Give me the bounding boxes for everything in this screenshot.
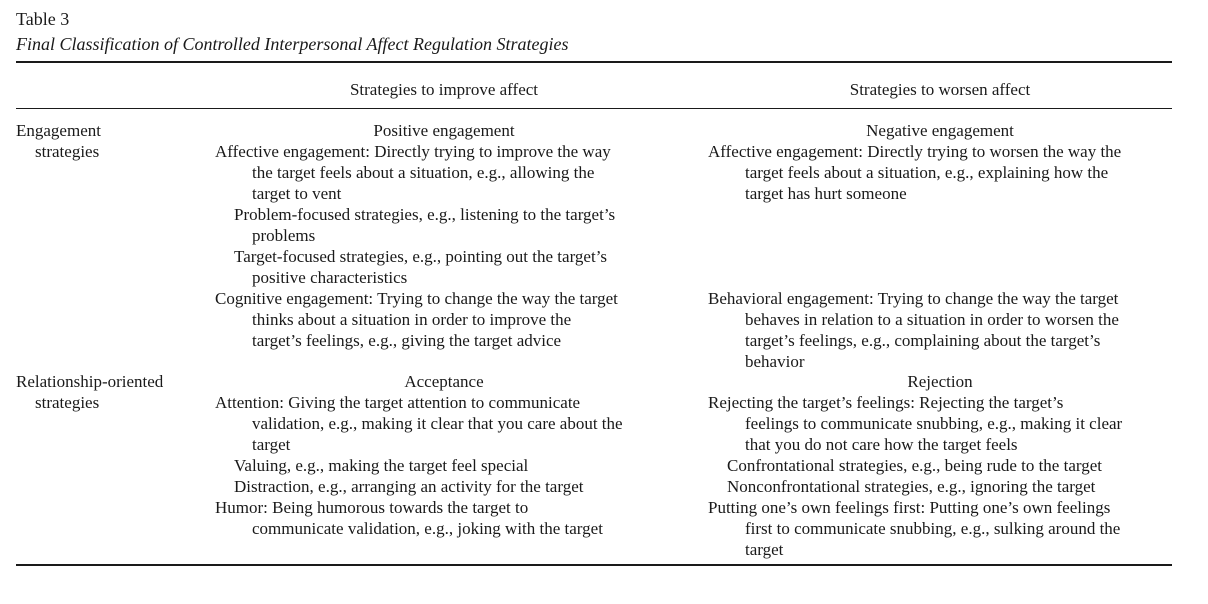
cell-line: Target-focused strategies, e.g., pointing out the target’s [234,247,608,266]
heading-acceptance: Acceptance [404,372,484,391]
row-label-relationship-cont: strategies [35,393,100,412]
cell-line: Rejecting the target’s feelings: Rejecting the target’s [708,393,1064,412]
cell-line: Valuing, e.g., making the target feel special [234,456,529,475]
header-rule [16,108,1172,109]
cell-line: Affective engagement: Directly trying to worsen the way the [708,142,1122,161]
cell-line: thinks about a situation in order to improve the [252,310,572,329]
header-improve: Strategies to improve affect [349,80,539,99]
cell-line: target’s feelings, e.g., complaining about the target’s [745,331,1101,350]
cell-line: target [745,540,784,559]
table-title: Final Classification of Controlled Interpersonal Affect Regulation Strategies [16,34,569,54]
cell-line: target feels about a situation, e.g., explaining how the [745,163,1109,182]
cell-line: Humor: Being humorous towards the target to [215,498,529,517]
cell-line: Distraction, e.g., arranging an activity for the target [234,477,584,496]
row-label-engagement: Engagement [16,121,101,140]
cell-line: the target feels about a situation, e.g., allowing the [252,163,595,182]
heading-negative-engagement: Negative engagement [866,121,1014,140]
cell-line: that you do not care how the target feels [745,435,1018,454]
cell-line: behaves in relation to a situation in order to worsen the [745,310,1119,329]
cell-line: validation, e.g., making it clear that you care about the [252,414,623,433]
header-worsen: Strategies to worsen affect [849,80,1031,99]
cell-line: Problem-focused strategies, e.g., listening to the target’s [234,205,616,224]
cell-line: Confrontational strategies, e.g., being rude to the target [727,456,1102,475]
cell-line: Cognitive engagement: Trying to change the way the target [215,289,618,308]
top-rule [16,61,1172,63]
cell-line: feelings to communicate snubbing, e.g., making it clear [745,414,1123,433]
cell-line: target has hurt someone [745,184,907,203]
cell-line: target to vent [252,184,342,203]
cell-line: behavior [745,352,805,371]
bottom-rule [16,564,1172,566]
cell-line: Nonconfrontational strategies, e.g., ignoring the target [727,477,1096,496]
cell-line: communicate validation, e.g., joking with the target [252,519,603,538]
heading-rejection: Rejection [907,372,973,391]
cell-line: problems [252,226,316,245]
cell-line: first to communicate snubbing, e.g., sulking around the [745,519,1121,538]
heading-positive-engagement: Positive engagement [373,121,515,140]
row-label-relationship: Relationship-oriented [16,372,164,391]
cell-line: target’s feelings, e.g., giving the target advice [252,331,562,350]
cell-line: Behavioral engagement: Trying to change the way the target [708,289,1119,308]
cell-line: Affective engagement: Directly trying to improve the way [215,142,611,161]
cell-line: Attention: Giving the target attention to communicate [215,393,581,412]
table-label: Table 3 [16,9,70,29]
cell-line: positive characteristics [252,268,408,287]
cell-line: Putting one’s own feelings first: Putting one’s own feelings [708,498,1111,517]
row-label-engagement-cont: strategies [35,142,100,161]
cell-line: target [252,435,291,454]
